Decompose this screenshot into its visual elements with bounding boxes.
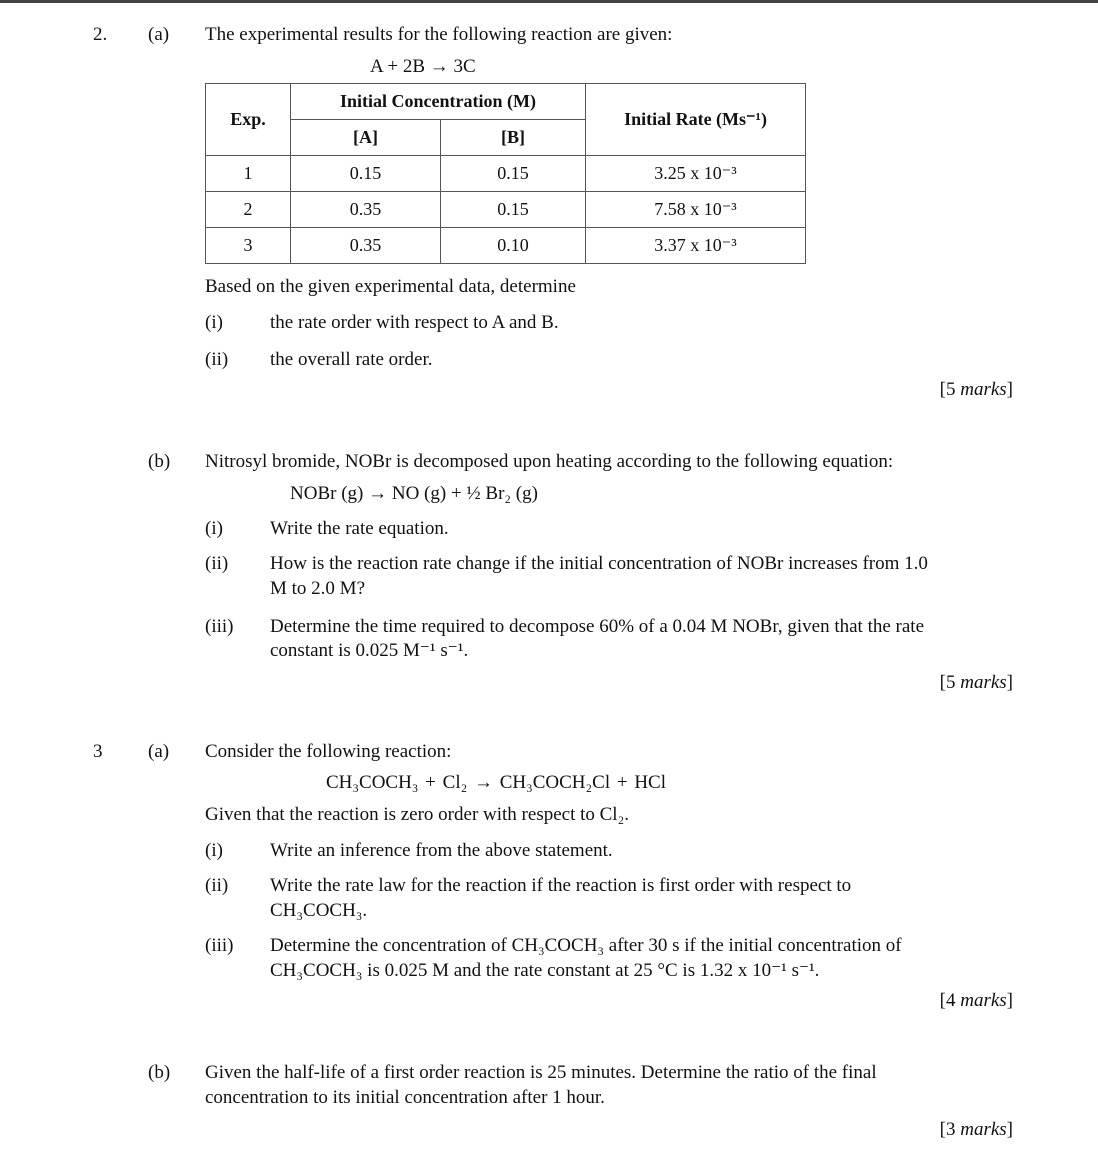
marks-label: [5 marks]	[939, 379, 1013, 400]
question-text: The experimental results for the following reaction are given:	[205, 24, 673, 45]
header-exp: Exp.	[206, 84, 291, 156]
reaction-equation: NOBr (g) → NO (g) + ½ Br₂ (g)	[290, 483, 538, 504]
marks-label: [4 marks]	[939, 990, 1013, 1011]
item-label: (ii)	[205, 875, 229, 896]
top-border	[0, 0, 1098, 3]
item-label: (i)	[205, 518, 223, 539]
cell-exp: 1	[206, 156, 291, 192]
cell-b: 0.15	[441, 156, 586, 192]
cell-b: 0.10	[441, 228, 586, 264]
marks-label: [3 marks]	[939, 1119, 1013, 1140]
item-text: Write an inference from the above statement.	[270, 840, 613, 861]
header-b: [B]	[441, 120, 586, 156]
item-text: Determine the time required to decompose 60% of a 0.04 M NOBr, given that the rate	[270, 616, 925, 637]
item-label: (ii)	[205, 349, 229, 370]
cell-rate: 3.37 x 10⁻³	[586, 228, 806, 264]
cell-exp: 2	[206, 192, 291, 228]
part-label: (a)	[148, 741, 170, 762]
question-text: Given the half-life of a first order reaction is 25 minutes. Determine the ratio of the final	[205, 1062, 877, 1083]
cell-exp: 3	[206, 228, 291, 264]
question-text: Nitrosyl bromide, NOBr is decomposed upon heating according to the following equation:	[205, 451, 894, 472]
item-text: How is the reaction rate change if the initial concentration of NOBr increases from 1.0	[270, 553, 928, 574]
table-row	[206, 228, 806, 264]
item-text: M to 2.0 M?	[270, 578, 365, 599]
question-text: concentration to its initial concentration after 1 hour.	[205, 1087, 605, 1108]
cell-a: 0.35	[291, 192, 441, 228]
header-initial-concentration: Initial Concentration (M)	[291, 84, 586, 120]
question-number: 3	[93, 741, 103, 762]
item-label: (i)	[205, 840, 223, 861]
item-label: (i)	[205, 312, 223, 333]
cell-a: 0.15	[291, 156, 441, 192]
item-label: (ii)	[205, 553, 229, 574]
part-label: (a)	[148, 24, 170, 45]
header-a: [A]	[291, 120, 441, 156]
marks-label: [5 marks]	[939, 672, 1013, 693]
cell-rate: 7.58 x 10⁻³	[586, 192, 806, 228]
question-text: Consider the following reaction:	[205, 741, 452, 762]
item-text: the rate order with respect to A and B.	[270, 312, 559, 333]
given-text: Given that the reaction is zero order with respect to Cl₂.	[205, 804, 629, 825]
data-table	[205, 83, 806, 264]
cell-rate: 3.25 x 10⁻³	[586, 156, 806, 192]
item-text: CH₃COCH₃ is 0.025 M and the rate constant at 25 °C is 1.32 x 10⁻¹ s⁻¹.	[270, 960, 820, 981]
cell-a: 0.35	[291, 228, 441, 264]
table-row	[206, 156, 806, 192]
question-number: 2.	[93, 24, 108, 45]
item-text: Determine the concentration of CH₃COCH₃ after 30 s if the initial concentration of	[270, 935, 902, 956]
item-text: Write the rate law for the reaction if the reaction is first order with respect to	[270, 875, 852, 896]
item-text: constant is 0.025 M⁻¹ s⁻¹.	[270, 640, 469, 661]
instruction-text: Based on the given experimental data, determine	[205, 276, 576, 297]
reaction-equation: CH₃COCH₃ + Cl₂ → CH₃COCH₂Cl + HCl	[326, 772, 666, 793]
table-row	[206, 192, 806, 228]
part-label: (b)	[148, 451, 171, 472]
item-text: Write the rate equation.	[270, 518, 449, 539]
reaction-equation: A + 2B → 3C	[370, 56, 476, 77]
item-label: (iii)	[205, 935, 234, 956]
part-label: (b)	[148, 1062, 171, 1083]
item-label: (iii)	[205, 616, 234, 637]
header-initial-rate: Initial Rate (Ms⁻¹)	[586, 84, 806, 156]
item-text: the overall rate order.	[270, 349, 433, 370]
item-text: CH₃COCH₃.	[270, 900, 368, 921]
cell-b: 0.15	[441, 192, 586, 228]
